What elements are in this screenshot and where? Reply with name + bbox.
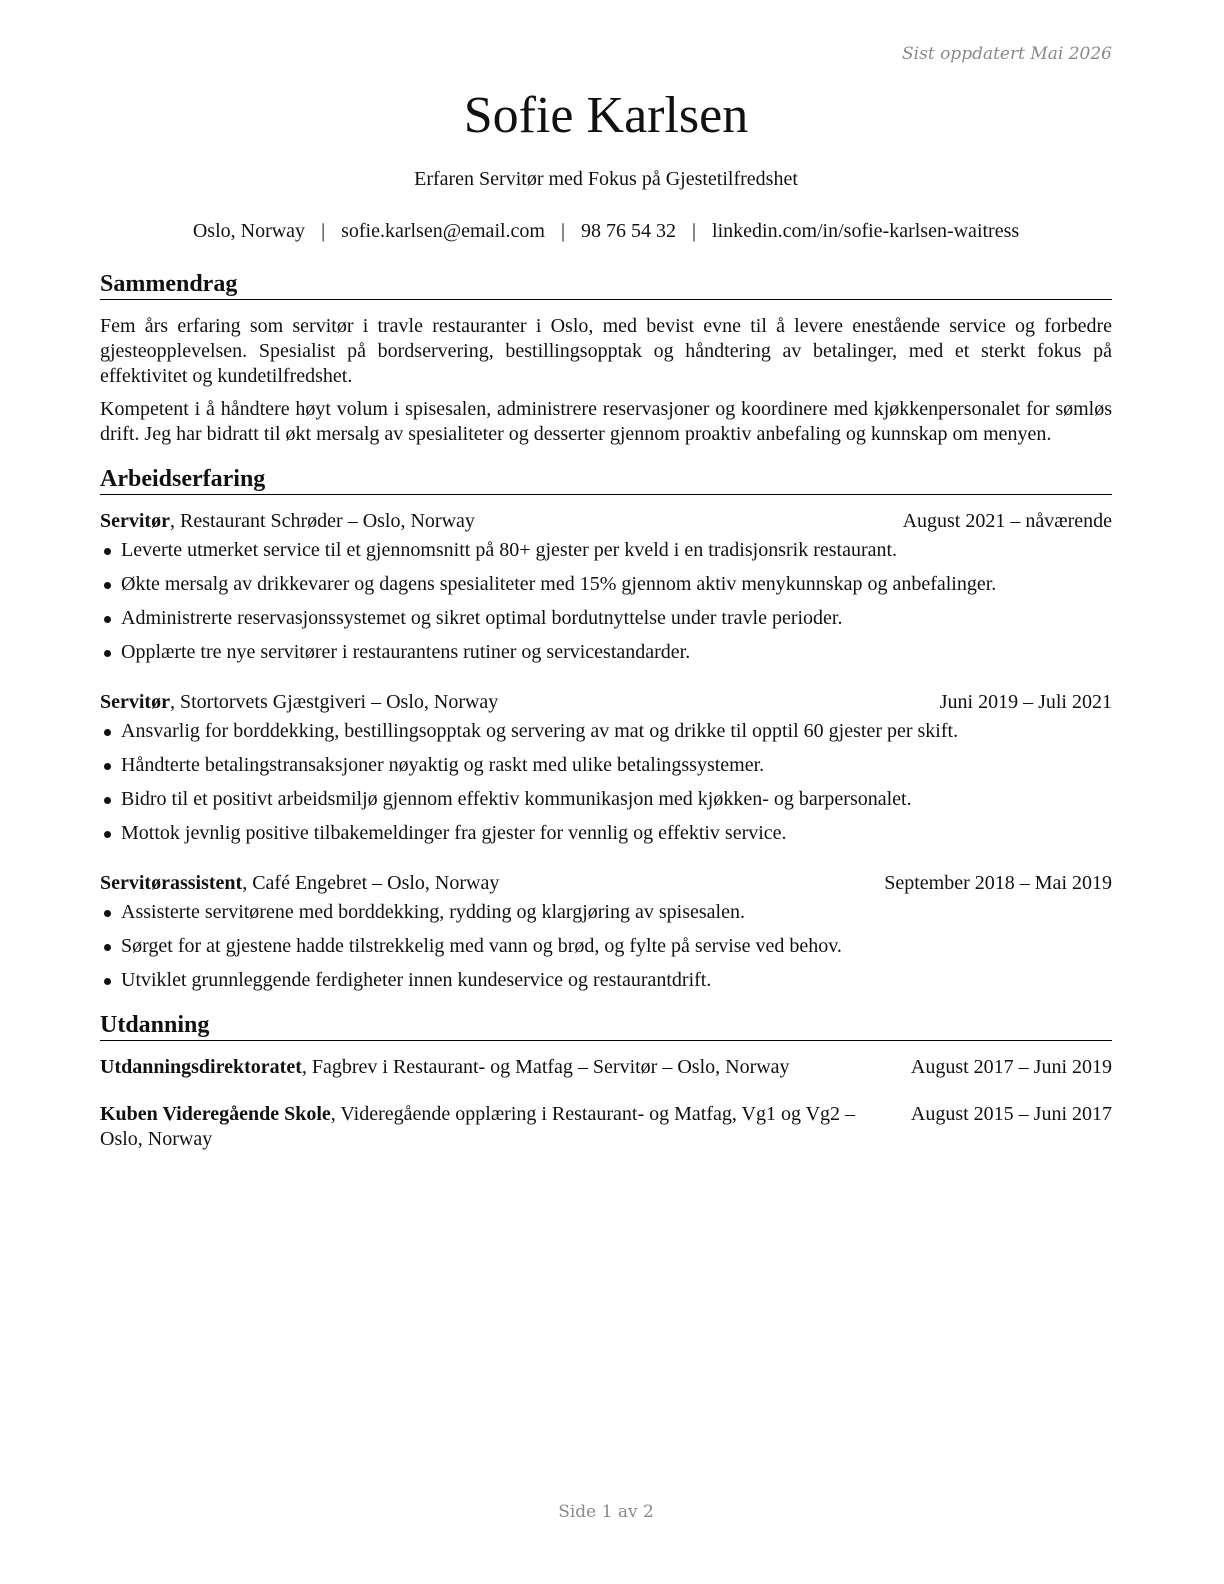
contact-email[interactable]: sofie.karlsen@email.com <box>341 220 545 242</box>
job-bullet: Administrerte reservasjonssystemet og sikret optimal bordutnyttelse under travle perioder. <box>100 606 1112 631</box>
job-entry <box>100 509 1112 665</box>
candidate-headline: Erfaren Servitør med Fokus på Gjestetilfredshet <box>414 168 798 190</box>
job-bullets <box>100 538 1112 665</box>
section-title-experience: Arbeidserfaring <box>100 465 1112 495</box>
education-detail: , Fagbrev i Restaurant- og Matfag – Servitør – Oslo, Norway <box>301 1056 790 1078</box>
page-number: Side 1 av 2 <box>558 1502 654 1522</box>
education-entry <box>100 1102 1112 1152</box>
summary-section <box>100 270 1112 447</box>
job-bullet: Assisterte servitørene med borddekking, rydding og klargjøring av spisesalen. <box>100 900 1112 925</box>
education-institution: Kuben Videregående Skole <box>100 1103 331 1125</box>
contact-line <box>100 220 1112 243</box>
job-bullet: Ansvarlig for borddekking, bestillingsopptak og servering av mat og drikke til opptil 60 gjester per skift. <box>100 719 1112 744</box>
education-detail: , Videregående opplæring i Restaurant- og Matfag, Vg1 og Vg2 – Oslo, Norway <box>100 1103 856 1150</box>
resume-page <box>100 0 1112 1584</box>
education-dates: August 2017 – Juni 2019 <box>910 1056 1112 1078</box>
candidate-name: Sofie Karlsen <box>463 87 749 144</box>
contact-phone: 98 76 54 32 <box>581 220 676 242</box>
contact-separator: | <box>692 220 697 242</box>
job-bullets <box>100 900 1112 993</box>
job-employer: , Restaurant Schrøder – Oslo, Norway <box>169 510 475 532</box>
education-dates: August 2015 – Juni 2017 <box>910 1103 1112 1125</box>
job-role: Servitør <box>100 510 170 532</box>
contact-separator: | <box>560 220 565 242</box>
contact-location: Oslo, Norway <box>192 220 306 242</box>
job-bullets <box>100 719 1112 846</box>
job-employer: , Stortorvets Gjæstgiveri – Oslo, Norway <box>169 691 499 713</box>
job-dates: August 2021 – nåværende <box>902 510 1112 532</box>
job-employer: , Café Engebret – Oslo, Norway <box>242 872 500 894</box>
experience-section <box>100 465 1112 993</box>
job-dates: September 2018 – Mai 2019 <box>884 872 1112 894</box>
last-updated: Sist oppdatert Mai 2026 <box>902 44 1112 64</box>
job-role: Servitør <box>100 691 170 713</box>
job-bullet: Leverte utmerket service til et gjennomsnitt på 80+ gjester per kveld i en tradisjonsrik restaurant. <box>100 538 1112 563</box>
contact-linkedin[interactable]: linkedin.com/in/sofie-karlsen-waitress <box>712 220 1020 242</box>
summary-paragraph: Fem års erfaring som servitør i travle restauranter i Oslo, med bevist evne til å levere enestående service og forbedre gjesteopplevelsen. Spesialist på bordservering, bestillingsopptak og håndtering av betalinger, med et sterkt fokus på effektivitet og kundetilfredshet. <box>100 315 1112 387</box>
section-title-summary: Sammendrag <box>100 270 1112 300</box>
job-entry <box>100 871 1112 993</box>
job-bullet: Sørget for at gjestene hadde tilstrekkelig med vann og brød, og fylte på servise ved behov. <box>100 934 1112 959</box>
job-bullet: Mottok jevnlig positive tilbakemeldinger fra gjester for vennlig og effektiv service. <box>100 821 1112 846</box>
job-bullet: Økte mersalg av drikkevarer og dagens spesialiteter med 15% gjennom aktiv menykunnskap og anbefalinger. <box>100 572 1112 597</box>
section-title-education: Utdanning <box>100 1011 1112 1041</box>
job-header <box>100 690 1112 715</box>
education-institution: Utdanningsdirektoratet <box>100 1056 302 1078</box>
job-entry <box>100 690 1112 846</box>
job-header <box>100 509 1112 534</box>
job-bullet: Utviklet grunnleggende ferdigheter innen kundeservice og restaurantdrift. <box>100 968 1112 993</box>
job-bullet: Håndterte betalingstransaksjoner nøyaktig og raskt med ulike betalingssystemer. <box>100 753 1112 778</box>
resume-content <box>100 270 1112 1174</box>
job-bullet: Bidro til et positivt arbeidsmiljø gjennom effektiv kommunikasjon med kjøkken- og barpersonalet. <box>100 787 1112 812</box>
job-header <box>100 871 1112 896</box>
education-entry <box>100 1055 1112 1080</box>
contact-separator: | <box>321 220 326 242</box>
job-dates: Juni 2019 – Juli 2021 <box>939 691 1112 713</box>
job-bullet: Opplærte tre nye servitører i restaurantens rutiner og servicestandarder. <box>100 640 1112 665</box>
job-role: Servitørassistent <box>100 872 243 894</box>
summary-paragraph: Kompetent i å håndtere høyt volum i spisesalen, administrere reservasjoner og koordinere med kjøkkenpersonalet for sømløs drift. Jeg har bidratt til økt mersalg av spesialiteter og desserter gjennom proaktiv anbefaling og kunnskap om menyen. <box>100 398 1112 445</box>
education-section <box>100 1011 1112 1152</box>
